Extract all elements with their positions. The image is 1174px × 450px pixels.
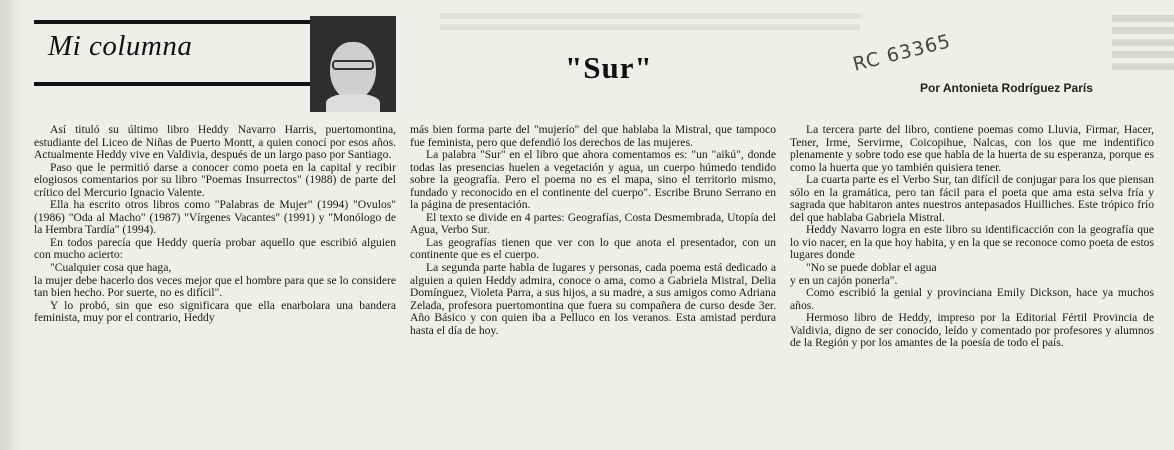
paragraph: más bien forma parte del "mujerío" del que hablaba la Mistral, que tampoco fue feminista, pero que defendió los derechos de las mujeres. [410,123,776,149]
paragraph: Y lo probó, sin que eso significara que ella enarbolara una bandera feminista, muy por el contrario, Heddy [34,298,396,325]
quote-line: y en un cajón ponerla". [790,273,898,287]
adjacent-article-bleed-right [1112,10,1174,70]
paragraph: La segunda parte habla de lugares y personas, cada poema está dedicado a alguien a quien Heddy admira, conoce o ama, como a Gabriela Mistral, Delia Domínguez, Violeta Parra, a sus hijos, a su madre, a sus amigos como Adriana Zelada, profesora puertomontina que fuera su compañera de curso desde 3er. Año Básico y con quien iba a Pelluco en los veranos. Esta amistad perdura hasta el día de hoy. [410,261,776,337]
scan-edge-left [0,0,22,450]
paragraph: Como escribió la genial y provinciana Emily Dickson, hace ya muchos años. [790,286,1154,312]
paragraph: Hermoso libro de Heddy, impreso por la Editorial Fértil Provincia de Valdivia, digno de ser conocido, leído y comentado por profesores y alumnos de la Región y por los amantes de la poesía de todo el país. [790,311,1154,350]
paragraph: En todos parecía que Heddy quería probar aquello que escribió alguien con mucho acierto: [34,235,396,262]
paragraph: Paso que le permitió darse a conocer como poeta en la capital y recibir elogiosos comentarios por su libro "Poemas Insurrectos" (1988) de parte del crítico del Mercurio Ignacio Valente. [34,160,396,199]
paragraph: Ella ha escrito otros libros como "Palabras de Mujer" (1994) "Ovulos" (1986) "Oda al Macho" (1987) "Vírgenes Vacantes" (1991) y "Monólogo de la Hembra Tardía" (1994). [34,198,396,237]
paragraph: La cuarta parte es el Verbo Sur, tan difícil de conjugar para los que piensan sólo en la gramática, pero tan fácil para el poeta que ama esta selva fría y sagrada que habitaron antes nuestros antepasados Huilliches. Este trópico frío del que hablaba Gabriela Mistral. [790,173,1154,224]
paragraph: La tercera parte del libro, contiene poemas como Lluvia, Firmar, Hacer, Tener, Irme, Servirme, Coicopihue, Nalcas, con los que me indentifico plenamente y sobre todo ese que habla de la huerta de su esperanza, porque es como la huerta que yo también quisiera tener. [790,123,1154,174]
text-column-3 [790,124,1154,350]
paragraph: Las geografías tienen que ver con lo que anota el presentador, con un continente que es el cuerpo. [410,235,776,262]
article-title: "Sur" [565,50,653,85]
author-photo-face [330,42,376,100]
paragraph: El texto se divide en 4 partes: Geografías, Costa Desmembrada, Utopía del Agua, Verbo Sur. [410,210,776,237]
quote-line: "No se puede doblar el agua [806,261,937,275]
author-photo-glasses [332,60,374,70]
paragraph: Así tituló su último libro Heddy Navarro Harris, puertomontina, estudiante del Liceo de Niñas de Puerto Montt, a quien conocí por esos años. Actualmente Heddy vive en Valdivia, después de un largo paso por Santiago. [34,123,396,162]
quote-line: la mujer debe hacerlo dos veces mejor que el hombre para que se lo considere tan bien hecho. Por suerte, no es difícil". [34,273,396,300]
paragraph: Heddy Navarro logra en este libro su identificacción con la geografía que lo vio nacer, en la que hoy habita, y en la que se reconoce como poeta de estos lugares donde [790,223,1154,262]
text-column-1 [34,124,396,325]
archive-stamp: RC 63365 [850,30,954,76]
article-byline: Por Antonieta Rodríguez París [920,81,1093,95]
paragraph: La palabra "Sur" en el libro que ahora comentamos es: "un "aikú", donde todas las presencias huelen a vegetación y agua, un cuerpo húmedo tendido sobre la geografía. Pero el poema no es el mapa, sino el territorio mismo, fundado y reconocido en el continente del cuerpo". Escribe Bruno Serrano en la página de presentación. [410,148,776,212]
text-column-2 [410,124,776,337]
column-section-label: Mi columna [48,30,193,62]
quote-line: "Cualquier cosa que haga, [50,261,172,275]
author-photo-shoulders [326,94,380,112]
adjacent-article-bleed [440,8,860,30]
author-photo [310,16,396,112]
